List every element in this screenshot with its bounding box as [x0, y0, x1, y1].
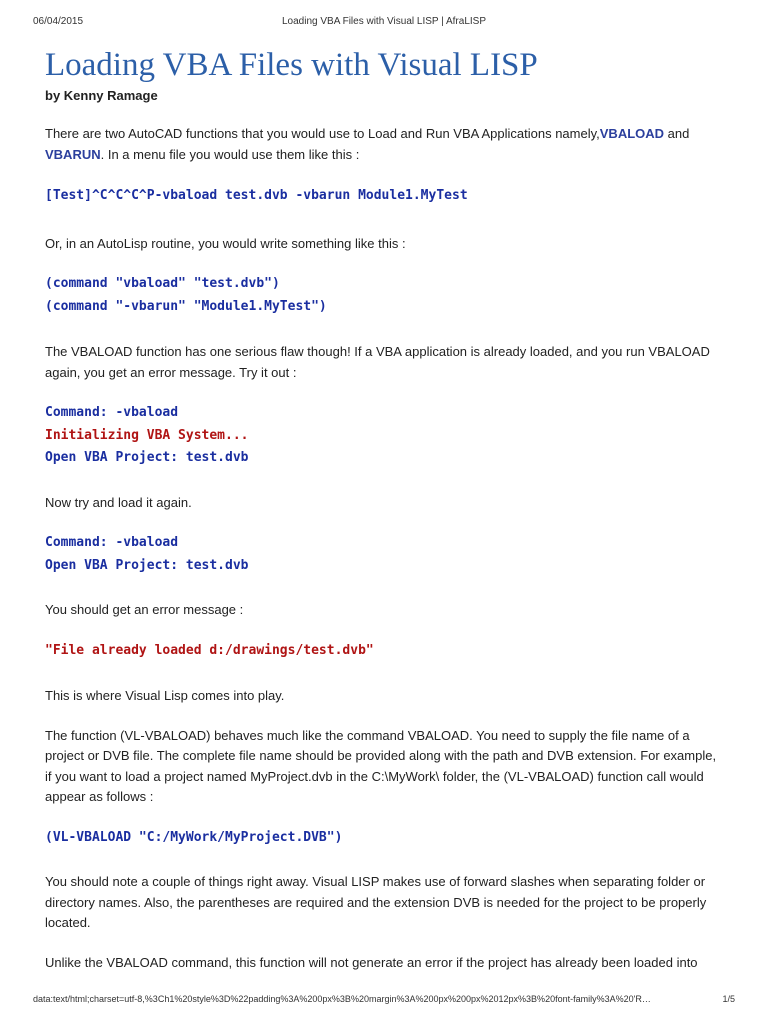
print-date: 06/04/2015: [33, 16, 84, 27]
print-url: data:text/html;charset=utf-8,%3Ch1%20style%3D%22padding%3A%200px%3B%20margin%3A%200px%200px%2012px%3B%20font-family%3A%20'R…: [33, 994, 651, 1004]
intro-paragraph: [45, 124, 725, 165]
autolisp-paragraph: Or, in an AutoLisp routine, you would write something like this :: [45, 235, 406, 251]
article-title: Loading VBA Files with Visual LISP: [45, 47, 538, 83]
unlike-paragraph: Unlike the VBALOAD command, this function will not generate an error if the project has already been loaded into: [45, 954, 698, 970]
retry-paragraph: Now try and load it again.: [45, 494, 192, 510]
visual-lisp-paragraph: This is where Visual Lisp comes into play.: [45, 688, 285, 703]
print-page-title: Loading VBA Files with Visual LISP | AfraLISP: [281, 16, 486, 27]
command-block-1: [45, 402, 725, 470]
vl-vbaload-code: (VL-VBALOAD "C:/MyWork/MyProject.DVB"): [45, 829, 343, 845]
code-line: Open VBA Project: test.dvb: [45, 557, 249, 573]
autolisp-code-block: [45, 273, 725, 318]
note-paragraph: You should note a couple of things right away. Visual LISP makes use of forward slashes when separating folder or directory names. Also, the parentheses are required and the extension DVB is needed for the project to be properly located.: [45, 874, 707, 930]
code-line: Open VBA Project: test.dvb: [45, 450, 249, 465]
article: [45, 44, 725, 973]
code-line: Command: -vbaload: [45, 405, 179, 420]
intro-text: There are two AutoCAD functions that you would use to Load and Run VBA Applications namely,: [45, 126, 600, 141]
flaw-paragraph: The VBALOAD function has one serious flaw though! If a VBA application is already loaded, and you run VBALOAD again, you get an error message. Try it out :: [45, 344, 710, 380]
page-number: 1/5: [722, 994, 735, 1004]
menu-code: [Test]^C^C^C^P-vbaload test.dvb -vbarun Module1.MyTest: [45, 188, 468, 203]
error-intro-paragraph: You should get an error message :: [45, 602, 244, 617]
intro-and: and: [664, 126, 690, 141]
code-line: (command "vbaload" "test.dvb"): [45, 276, 280, 291]
error-message-code: "File already loaded d:/drawings/test.dvb": [45, 642, 374, 658]
function-paragraph: The function (VL-VBALOAD) behaves much like the command VBALOAD. You need to supply the file name of a project or DVB file. The complete file name should be provided along with the path and DVB extension. For example, if you want to load a project named MyProject.dvb in the C:\MyWork\ folder, the (VL-VBALOAD) function call would appear as follows :: [45, 727, 717, 804]
vbaload-highlight: VBALOAD: [599, 126, 665, 141]
command-block-2: [45, 532, 725, 577]
intro-text-end: . In a menu file you would use them like this :: [100, 146, 360, 162]
code-line: Command: -vbaload: [45, 535, 179, 550]
vbarun-highlight: VBARUN: [45, 146, 101, 162]
author-byline: by Kenny Ramage: [45, 88, 158, 103]
code-line: (command "-vbarun" "Module1.MyTest"): [45, 298, 327, 314]
code-line-red: Initializing VBA System...: [45, 427, 249, 443]
